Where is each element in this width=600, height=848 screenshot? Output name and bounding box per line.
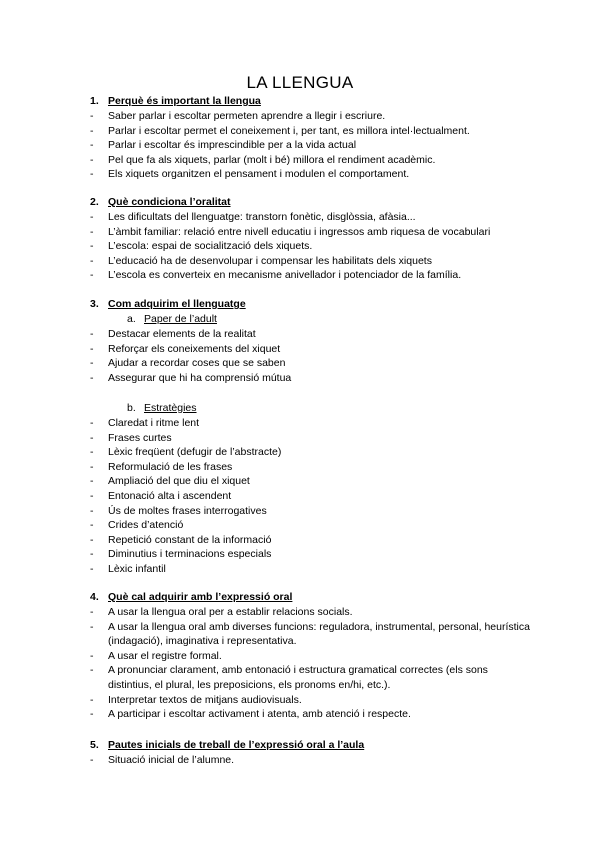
bullet-list: [90, 753, 530, 768]
list-item: - Pel que fa als xiquets, parlar (molt i bé) millora el rendiment acadèmic.: [90, 153, 530, 168]
list-item: - Els xiquets organitzen el pensament i modulen el comportament.: [90, 167, 530, 182]
list-item: - Diminutius i terminacions especials: [90, 547, 530, 562]
section-2: [90, 195, 530, 283]
list-item: - A pronunciar clarament, amb entonació i estructura gramatical correctes (els sons distintius, el plural, les preposicions, els pronoms en/hi, etc.).: [90, 663, 530, 692]
section-title: Què condiciona l’oralitat: [108, 196, 231, 208]
section-title: Pautes inicials de treball de l’expressió oral a l’aula: [108, 739, 365, 751]
section-title: Perquè és important la llengua: [108, 95, 261, 107]
section-heading: [90, 590, 530, 605]
list-item: - Situació inicial de l’alumne.: [90, 753, 530, 768]
list-item: - Les dificultats del llenguatge: transtorn fonètic, disglòssia, afàsia...: [90, 210, 530, 225]
list-item: - Repetició constant de la informació: [90, 533, 530, 548]
list-item: - Lèxic infantil: [90, 562, 530, 577]
subsection-letter: b.: [127, 402, 136, 414]
section-number: 5.: [90, 739, 99, 751]
subsection-heading: [90, 312, 530, 327]
bullet-list: [90, 327, 530, 385]
list-item: - L’escola: espai de socialització dels xiquets.: [90, 239, 530, 254]
list-item: - Entonació alta i ascendent: [90, 489, 530, 504]
bullet-list: [90, 605, 530, 722]
list-item: - A usar la llengua oral per a establir relacions socials.: [90, 605, 530, 620]
page-title: LA LLENGUA: [246, 73, 354, 92]
list-item: - L’educació ha de desenvolupar i compensar les habilitats dels xiquets: [90, 254, 530, 269]
section-title: Què cal adquirir amb l’expressió oral: [108, 591, 293, 603]
list-item: - L’àmbit familiar: relació entre nivell educatiu i ingressos amb riquesa de vocabulari: [90, 225, 530, 240]
list-item: - A usar la llengua oral amb diverses funcions: reguladora, instrumental, personal, heurística (indagació), imaginativa i representativa.: [90, 620, 530, 649]
list-item: - Ampliació del que diu el xiquet: [90, 474, 530, 489]
bullet-list: [90, 109, 530, 182]
list-item: - Parlar i escoltar és imprescindible per a la vida actual: [90, 138, 530, 153]
bullet-list: [90, 416, 530, 577]
list-item: - Destacar elements de la realitat: [90, 327, 530, 342]
subsection-title: Estratègies: [144, 402, 197, 414]
list-item: - Parlar i escoltar permet el coneixement i, per tant, es millora intel·lectualment.: [90, 124, 530, 139]
list-item: - Reformulació de les frases: [90, 460, 530, 475]
section-4: [90, 590, 530, 722]
list-item: - L’escola es converteix en mecanisme anivellador i potenciador de la família.: [90, 268, 530, 283]
list-item: - Ajudar a recordar coses que se saben: [90, 356, 530, 371]
list-item: - Ús de moltes frases interrogatives: [90, 504, 530, 519]
list-item: - A participar i escoltar activament i atenta, amb atenció i respecte.: [90, 707, 530, 722]
section-heading: [90, 738, 530, 753]
list-item: - Assegurar que hi ha comprensió mútua: [90, 371, 530, 386]
subsection-title: Paper de l’adult: [144, 313, 217, 325]
list-item: - Reforçar els coneixements del xiquet: [90, 342, 530, 357]
subsection-heading: [90, 401, 530, 416]
section-number: 3.: [90, 298, 99, 310]
section-3: [90, 297, 530, 385]
section-heading: [90, 195, 530, 210]
section-number: 4.: [90, 591, 99, 603]
list-item: - Claredat i ritme lent: [90, 416, 530, 431]
list-item: - Crides d’atenció: [90, 518, 530, 533]
subsection-letter: a.: [127, 313, 136, 325]
list-item: - A usar el registre formal.: [90, 649, 530, 664]
section-1: [90, 94, 530, 182]
subsection-3b: [90, 401, 530, 577]
section-heading: [90, 94, 530, 109]
list-item: - Interpretar textos de mitjans audiovisuals.: [90, 693, 530, 708]
section-number: 1.: [90, 95, 99, 107]
section-title: Com adquirim el llenguatge: [108, 298, 246, 310]
section-number: 2.: [90, 196, 99, 208]
list-item: - Saber parlar i escoltar permeten aprendre a llegir i escriure.: [90, 109, 530, 124]
list-item: - Lèxic freqüent (defugir de l’abstracte): [90, 445, 530, 460]
section-5: [90, 738, 530, 768]
section-heading: [90, 297, 530, 312]
list-item: - Frases curtes: [90, 431, 530, 446]
bullet-list: [90, 210, 530, 283]
